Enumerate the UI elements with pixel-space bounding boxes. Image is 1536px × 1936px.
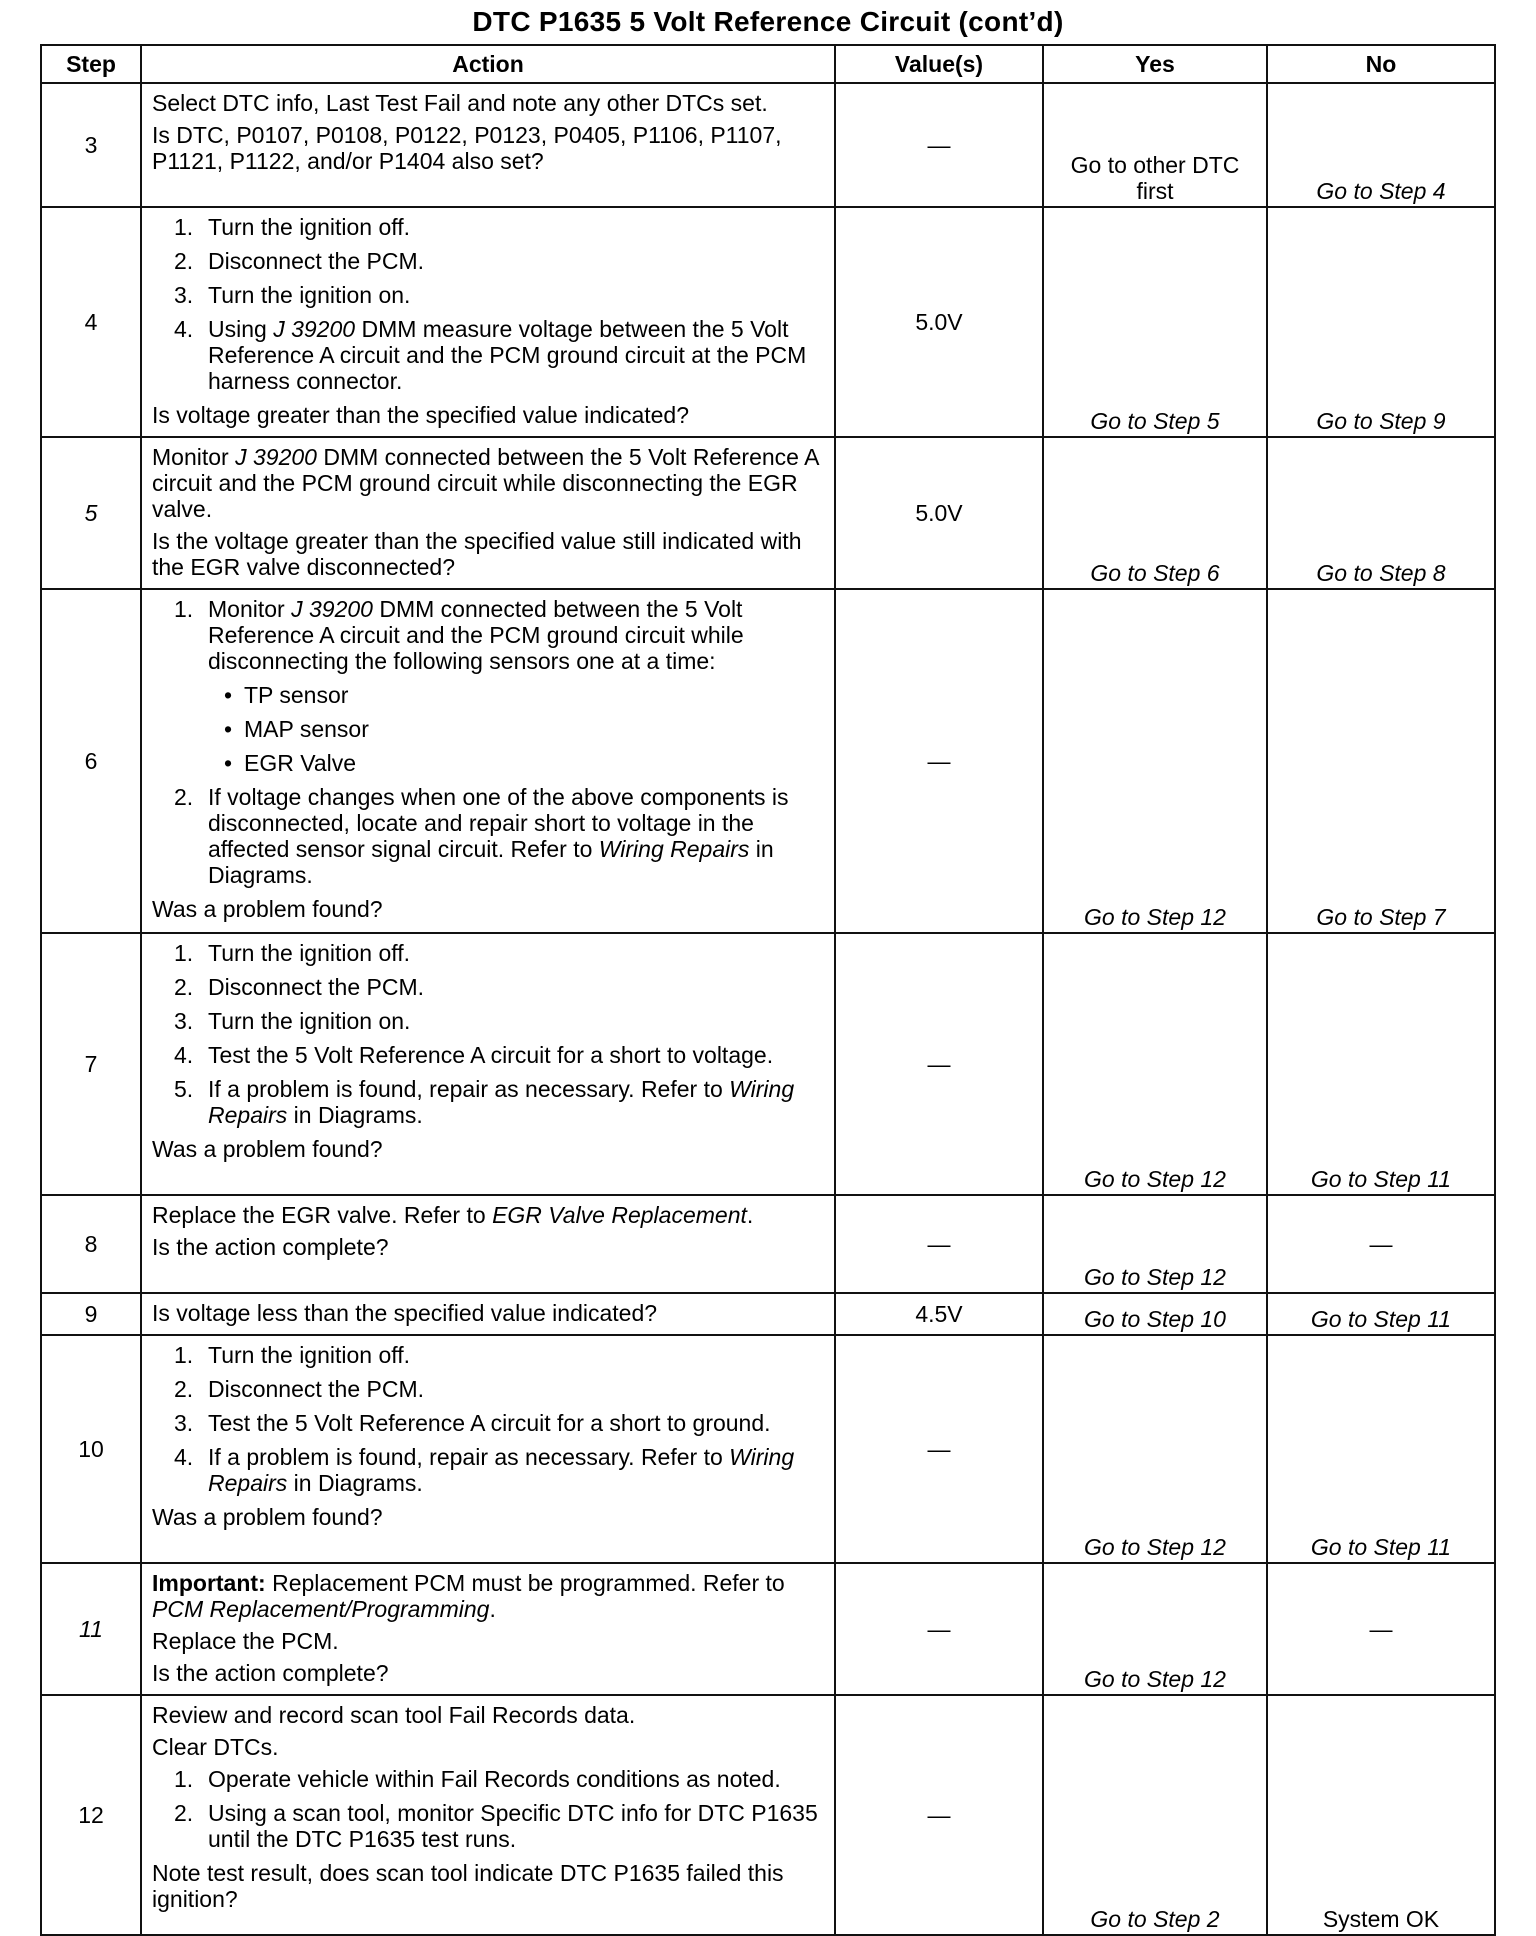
action-text: Clear DTCs. bbox=[152, 1734, 279, 1760]
table-row bbox=[41, 83, 1495, 207]
action-question: Note test result, does scan tool indicate DTC P1635 failed this ignition? bbox=[152, 1860, 784, 1912]
action-list bbox=[152, 596, 824, 674]
action-question: Is voltage greater than the specified value indicated? bbox=[152, 402, 690, 428]
table-row bbox=[41, 1195, 1495, 1293]
table-row bbox=[41, 1293, 1495, 1335]
yes-cell: Go to Step 12 bbox=[1043, 1335, 1267, 1563]
action-text: Review and record scan tool Fail Records data. bbox=[152, 1702, 636, 1728]
list-item: 1. Turn the ignition off. bbox=[174, 1342, 411, 1368]
value-cell: — bbox=[835, 933, 1043, 1195]
action-list bbox=[152, 940, 824, 1128]
list-item: 3. Turn the ignition on. bbox=[174, 282, 411, 308]
action-cell bbox=[141, 437, 835, 589]
list-item: 3. Turn the ignition on. bbox=[174, 1008, 411, 1034]
table-row bbox=[41, 1563, 1495, 1695]
no-cell: Go to Step 4 bbox=[1267, 83, 1495, 207]
yes-cell: Go to Step 6 bbox=[1043, 437, 1267, 589]
action-question: Is the action complete? bbox=[152, 1234, 389, 1260]
action-cell bbox=[141, 1563, 835, 1695]
header-values: Value(s) bbox=[835, 45, 1043, 83]
list-item: 1. Turn the ignition off. bbox=[174, 940, 411, 966]
action-cell bbox=[141, 1293, 835, 1335]
value-cell: — bbox=[835, 1695, 1043, 1935]
list-item: 2. Using a scan tool, monitor Specific DTC info for DTC P1635 until the DTC P1635 test runs. bbox=[174, 1800, 818, 1852]
list-item: • TP sensor bbox=[152, 682, 824, 708]
list-item: 2. If voltage changes when one of the above components is disconnected, locate and repair short to voltage in the affected sensor signal circuit. Refer to Wiring Repairs in Diagrams. bbox=[174, 784, 789, 888]
action-question: Is the voltage greater than the specified value still indicated with the EGR valve disconnected? bbox=[152, 528, 802, 580]
no-cell: Go to Step 7 bbox=[1267, 589, 1495, 933]
no-cell: System OK bbox=[1267, 1695, 1495, 1935]
table-row bbox=[41, 437, 1495, 589]
action-question: Was a problem found? bbox=[152, 1136, 383, 1162]
list-item: 2. Disconnect the PCM. bbox=[174, 1376, 425, 1402]
table-row bbox=[41, 933, 1495, 1195]
step-number: 6 bbox=[41, 589, 141, 933]
step-number: 9 bbox=[41, 1293, 141, 1335]
step-number: 5 bbox=[41, 437, 141, 589]
list-item: • MAP sensor bbox=[152, 716, 824, 742]
yes-cell: Go to Step 12 bbox=[1043, 589, 1267, 933]
header-step: Step bbox=[41, 45, 141, 83]
action-list bbox=[152, 214, 824, 394]
list-item: 5. If a problem is found, repair as necessary. Refer to Wiring Repairs in Diagrams. bbox=[174, 1076, 795, 1128]
action-text: Important: Replacement PCM must be programmed. Refer to PCM Replacement/Programming. bbox=[152, 1570, 785, 1622]
value-cell: — bbox=[835, 1563, 1043, 1695]
page-title: DTC P1635 5 Volt Reference Circuit (cont’d) bbox=[472, 6, 1064, 37]
table-row bbox=[41, 207, 1495, 437]
step-number: 12 bbox=[41, 1695, 141, 1935]
value-cell: 5.0V bbox=[835, 437, 1043, 589]
action-text: Monitor J 39200 DMM connected between the 5 Volt Reference A circuit and the PCM ground circuit while disconnecting the EGR valve. bbox=[152, 444, 819, 522]
step-number: 3 bbox=[41, 83, 141, 207]
no-cell: Go to Step 11 bbox=[1267, 1335, 1495, 1563]
step-number: 10 bbox=[41, 1335, 141, 1563]
action-cell bbox=[141, 1335, 835, 1563]
action-question: Is DTC, P0107, P0108, P0122, P0123, P0405, P1106, P1107, P1121, P1122, and/or P1404 also set? bbox=[152, 122, 782, 174]
action-cell bbox=[141, 83, 835, 207]
header-yes: Yes bbox=[1043, 45, 1267, 83]
value-cell: 5.0V bbox=[835, 207, 1043, 437]
table-row bbox=[41, 589, 1495, 933]
action-text: Select DTC info, Last Test Fail and note any other DTCs set. bbox=[152, 90, 768, 116]
action-list bbox=[152, 784, 824, 888]
list-item: 2. Disconnect the PCM. bbox=[174, 248, 425, 274]
no-cell: — bbox=[1267, 1195, 1495, 1293]
value-cell: — bbox=[835, 1335, 1043, 1563]
step-number: 4 bbox=[41, 207, 141, 437]
header-no: No bbox=[1267, 45, 1495, 83]
table-row bbox=[41, 1695, 1495, 1935]
action-question: Is the action complete? bbox=[152, 1660, 389, 1686]
list-item: 1. Turn the ignition off. bbox=[174, 214, 411, 240]
action-text: Replace the EGR valve. Refer to EGR Valve Replacement. bbox=[152, 1202, 754, 1228]
yes-cell: Go to Step 2 bbox=[1043, 1695, 1267, 1935]
action-cell bbox=[141, 207, 835, 437]
no-cell: Go to Step 9 bbox=[1267, 207, 1495, 437]
yes-cell: Go to Step 5 bbox=[1043, 207, 1267, 437]
action-question: Was a problem found? bbox=[152, 1504, 383, 1530]
list-item: • EGR Valve bbox=[152, 750, 824, 776]
list-item: 1. Monitor J 39200 DMM connected between the 5 Volt Reference A circuit and the PCM ground circuit while disconnecting the following sensors one at a time: bbox=[174, 596, 744, 674]
yes-cell: Go to Step 12 bbox=[1043, 1195, 1267, 1293]
diagnostic-table bbox=[40, 44, 1496, 1936]
action-list bbox=[152, 1342, 824, 1496]
action-cell bbox=[141, 1695, 835, 1935]
no-cell: Go to Step 11 bbox=[1267, 1293, 1495, 1335]
list-item: 1. Operate vehicle within Fail Records conditions as noted. bbox=[174, 1766, 781, 1792]
list-item: 4. Test the 5 Volt Reference A circuit for a short to voltage. bbox=[174, 1042, 774, 1068]
action-question: Is voltage less than the specified value indicated? bbox=[152, 1300, 658, 1326]
action-cell bbox=[141, 933, 835, 1195]
value-cell: 4.5V bbox=[835, 1293, 1043, 1335]
list-item: 3. Test the 5 Volt Reference A circuit for a short to ground. bbox=[174, 1410, 771, 1436]
action-cell bbox=[141, 1195, 835, 1293]
step-number: 7 bbox=[41, 933, 141, 1195]
yes-cell: Go to Step 12 bbox=[1043, 933, 1267, 1195]
list-item: 4. Using J 39200 DMM measure voltage between the 5 Volt Reference A circuit and the PCM ground circuit at the PCM harness connector. bbox=[174, 316, 807, 394]
action-cell bbox=[141, 589, 835, 933]
yes-cell: Go to Step 10 bbox=[1043, 1293, 1267, 1335]
no-cell: — bbox=[1267, 1563, 1495, 1695]
list-item: 4. If a problem is found, repair as necessary. Refer to Wiring Repairs in Diagrams. bbox=[174, 1444, 795, 1496]
table-row bbox=[41, 1335, 1495, 1563]
yes-cell: Go to other DTC first bbox=[1043, 83, 1267, 207]
action-question: Was a problem found? bbox=[152, 896, 383, 922]
step-number: 11 bbox=[41, 1563, 141, 1695]
action-list bbox=[152, 1766, 824, 1852]
value-cell: — bbox=[835, 83, 1043, 207]
header-action: Action bbox=[141, 45, 835, 83]
action-text: Replace the PCM. bbox=[152, 1628, 339, 1654]
no-cell: Go to Step 11 bbox=[1267, 933, 1495, 1195]
value-cell: — bbox=[835, 1195, 1043, 1293]
table-header-row bbox=[41, 45, 1495, 83]
step-number: 8 bbox=[41, 1195, 141, 1293]
no-cell: Go to Step 8 bbox=[1267, 437, 1495, 589]
list-item: 2. Disconnect the PCM. bbox=[174, 974, 425, 1000]
sensor-list bbox=[152, 682, 824, 776]
value-cell: — bbox=[835, 589, 1043, 933]
yes-cell: Go to Step 12 bbox=[1043, 1563, 1267, 1695]
